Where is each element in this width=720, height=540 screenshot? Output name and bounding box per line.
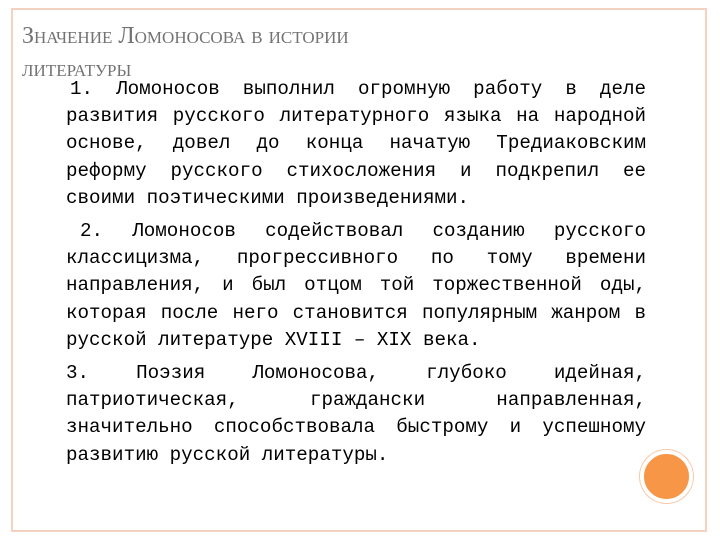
slide-title-line-1: Значение Ломоносова в истории: [22, 23, 349, 49]
decorative-circle-icon: [640, 450, 693, 503]
paragraph-3: 3. Поэзия Ломоносова, глубоко идейная, патриотическая, граждански направленная, значительно способствовала быстрому и успешному развитию русской литературы.: [66, 362, 646, 466]
paragraph-2: 2. Ломоносов содействовал созданию русского классицизма, прогрессивного по тому времени направления, и был отцом той торжественной оды, которая после него становится популярным жанром в русской литературе XVIII – XIX века.: [66, 220, 646, 351]
slide-body: [66, 76, 646, 475]
paragraph-1: 1. Ломоносов выполнил огромную работу в деле развития русского литературного языка на народной основе, довел до конца начатую Тредиаковским реформу русского стихосложения и подкрепил ее своими поэтическими произведениями.: [66, 78, 646, 209]
slide-title-line-2: литературы: [22, 56, 132, 82]
